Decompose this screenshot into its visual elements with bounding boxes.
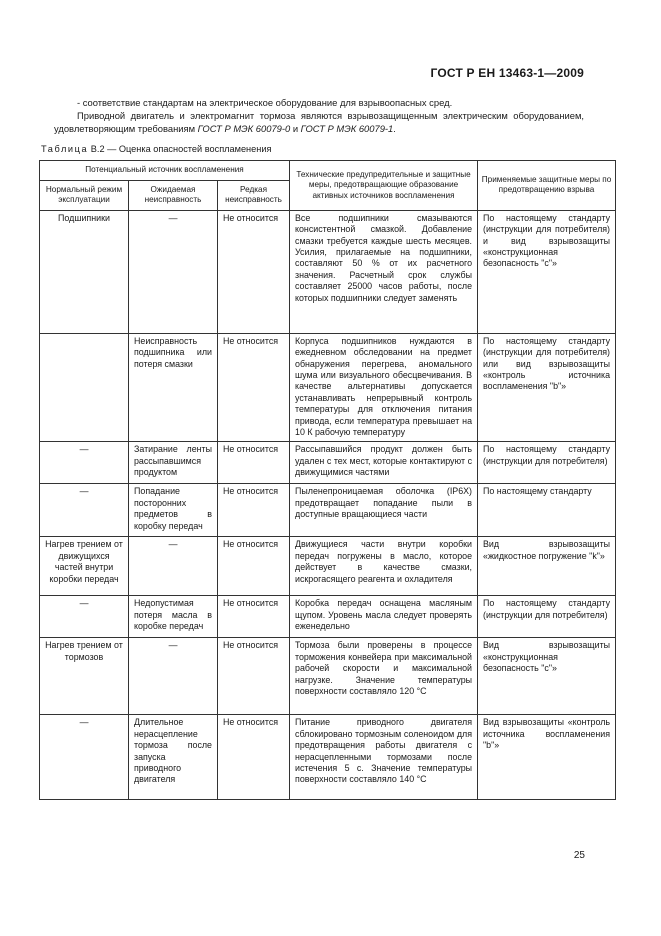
cell-normal-operation: Нагрев трением от движущихся частей внутри коробки передач <box>40 537 129 596</box>
cell-technical-measures: Пыленепроницаемая оболочка (IP6X) предотвращает попадание пыли в доступные вращающиеся части <box>290 484 478 537</box>
cell-applied-measures: По настоящему стандарту (инструкции для потребителя) или вид взрывозащиты «контроль источника воспламенения "b"» <box>478 333 616 442</box>
header-technical-measures: Технические предупредительные и защитные меры, предотвращающие образование активных источников воспламенения <box>290 161 478 211</box>
cell-applied-measures: Вид взрывозащиты «жидкостное погружение "k"» <box>478 537 616 596</box>
cell-rare-malfunction: Не относится <box>218 442 290 484</box>
document-code-header: ГОСТ Р ЕН 13463-1—2009 <box>430 66 584 80</box>
table-row <box>40 638 616 715</box>
header-ignition-source-group: Потенциальный источник воспламенения <box>40 161 290 181</box>
cell-applied-measures: По настоящему стандарту <box>478 484 616 537</box>
cell-rare-malfunction: Не относится <box>218 484 290 537</box>
ignition-hazard-table <box>39 160 616 800</box>
cell-normal-operation: Подшипники <box>40 210 129 333</box>
page-number: 25 <box>573 850 585 861</box>
table-row <box>40 596 616 638</box>
table-caption-title: В.2 — Оценка опасностей воспламенения <box>88 144 272 154</box>
cell-expected-malfunction: Попадание посторонних предметов в коробку передач <box>129 484 218 537</box>
cell-expected-malfunction: — <box>129 537 218 596</box>
cell-rare-malfunction: Не относится <box>218 596 290 638</box>
table-row <box>40 715 616 800</box>
cell-technical-measures: Тормоза были проверены в процессе торможения конвейера при максимальной рабочей скорости и максимальной нагрузке. Значение температуры поверхности составляло 120 °С <box>290 638 478 715</box>
paragraph-and: и <box>290 123 301 134</box>
cell-applied-measures: Вид взрывозащиты «контроль источника воспламенения "b"» <box>478 715 616 800</box>
cell-technical-measures: Коробка передач оснащена масляным щупом. Уровень масла следует проверять еженедельно <box>290 596 478 638</box>
cell-rare-malfunction: Не относится <box>218 638 290 715</box>
table-row <box>40 333 616 442</box>
standard-ref-60079-0: ГОСТ Р МЭК 60079-0 <box>197 123 291 134</box>
cell-technical-measures: Рассыпавшийся продукт должен быть удален с тех мест, которые контактируют с движущимися частями <box>290 442 478 484</box>
paragraph-drive-motor <box>54 109 584 135</box>
cell-expected-malfunction: Длительное нерасцепление тормоза после запуска приводного двигателя <box>129 715 218 800</box>
standard-ref-60079-1: ГОСТ Р МЭК 60079-1 <box>300 123 394 134</box>
table-row <box>40 442 616 484</box>
cell-normal-operation: — <box>40 596 129 638</box>
cell-rare-malfunction: Не относится <box>218 537 290 596</box>
cell-expected-malfunction: Недопустимая потеря масла в коробке передач <box>129 596 218 638</box>
header-normal-operation: Нормальный режим эксплуатации <box>40 180 129 210</box>
cell-normal-operation: — <box>40 442 129 484</box>
cell-expected-malfunction: — <box>129 210 218 333</box>
cell-expected-malfunction: Затирание ленты рассыпавшимся продуктом <box>129 442 218 484</box>
cell-technical-measures: Движущиеся части внутри коробки передач погружены в масло, которое действует в качестве смазки, искрогасящего реагента и охладителя <box>290 537 478 596</box>
cell-technical-measures: Все подшипники смазываются консистентной смазкой. Добавление смазки требуется каждые шесть месяцев. Усилия, прилагаемые на подшипники, составляют 50 % от их расчетного значения. Расчетный срок службы составляет 25000 часов работы, после которых подшипники следует заменять <box>290 210 478 333</box>
header-expected-malfunction: Ожидаемая неисправность <box>129 180 218 210</box>
cell-rare-malfunction: Не относится <box>218 210 290 333</box>
paragraph-conformity: - соответствие стандартам на электрическое оборудование для взрывоопасных сред. <box>77 97 453 108</box>
cell-normal-operation: — <box>40 715 129 800</box>
cell-rare-malfunction: Не относится <box>218 715 290 800</box>
cell-technical-measures: Питание приводного двигателя сблокировано тормозным соленоидом для предотвращения работы двигателя с нерасцепленными тормозами после истечения 5 с. Значение температуры поверхности составляло 140 °С <box>290 715 478 800</box>
table-header-row <box>40 161 616 181</box>
cell-normal-operation: Нагрев трением от тормозов <box>40 638 129 715</box>
cell-expected-malfunction: Неисправность подшипника или потеря смазки <box>129 333 218 442</box>
table-caption-label: Таблица <box>41 144 89 154</box>
table-row <box>40 537 616 596</box>
header-applied-measures: Применяемые защитные меры по предотвращению взрыва <box>478 161 616 211</box>
cell-applied-measures: Вид взрывозащиты «конструкционная безопасность "с"» <box>478 638 616 715</box>
table-caption <box>41 144 271 154</box>
header-rare-malfunction: Редкая неисправность <box>218 180 290 210</box>
cell-applied-measures: По настоящему стандарту (инструкции для потребителя) <box>478 596 616 638</box>
cell-normal-operation: — <box>40 484 129 537</box>
paragraph-end: . <box>393 123 396 134</box>
cell-normal-operation <box>40 333 129 442</box>
cell-applied-measures: По настоящему стандарту (инструкции для потребителя) и вид взрывозащиты «конструкционная безопасность "с"» <box>478 210 616 333</box>
paragraph-drive-motor-text: Приводной двигатель и электромагнит тормоза являются взрывозащищенным электрическим оборудованием, удовлетворяющим требованиям <box>54 110 584 134</box>
cell-technical-measures: Корпуса подшипников нуждаются в ежедневном обследовании на предмет обнаружения перегрева, аномального шума или визуального обесцвечивания. В качестве альтернативы допускается устанавливать непрерывный контроль температуры для отключения питания привода, если температура превышает на 10 К рабочую температуру <box>290 333 478 442</box>
cell-applied-measures: По настоящему стандарту (инструкции для потребителя) <box>478 442 616 484</box>
cell-rare-malfunction: Не относится <box>218 333 290 442</box>
table-row <box>40 484 616 537</box>
cell-expected-malfunction: — <box>129 638 218 715</box>
table-row <box>40 210 616 333</box>
